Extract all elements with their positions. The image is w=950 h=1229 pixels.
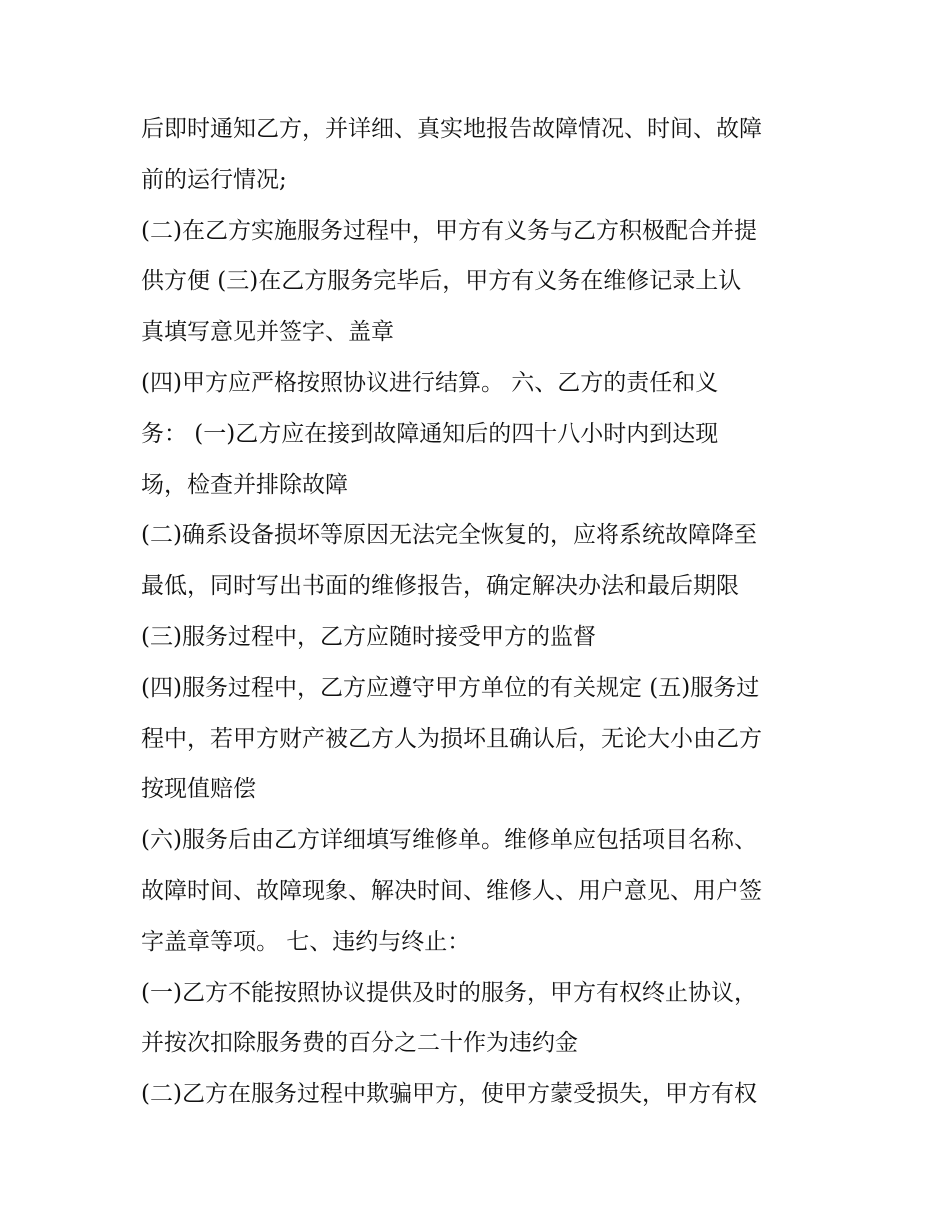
text-line: 程中，若甲方财产被乙方人为损坏且确认后，无论大小由乙方 bbox=[141, 725, 762, 752]
text-line: 并按次扣除服务费的百分之二十作为违约金 bbox=[141, 1030, 578, 1057]
text-line: 按现值赔偿 bbox=[141, 776, 256, 803]
text-line: 后即时通知乙方，并详细、真实地报告故障情况、时间、故障 bbox=[141, 116, 762, 142]
text-line: (四)服务过程中，乙方应遵守甲方单位的有关规定 (五)服务过 bbox=[141, 674, 760, 701]
text-line: 字盖章等项。 七、违约与终止： bbox=[141, 928, 471, 955]
text-line: 场，检查并排除故障 bbox=[141, 471, 348, 498]
text-line: 真填写意见并签字、盖章 bbox=[141, 319, 394, 346]
text-line: (六)服务后由乙方详细填写维修单。维修单应包括项目名称、 bbox=[141, 827, 757, 854]
text-line: 最低，同时写出书面的维修报告，确定解决办法和最后期限 bbox=[141, 573, 739, 600]
text-line: 前的运行情况; bbox=[141, 166, 287, 193]
text-line: 务： (一)乙方应在接到故障通知后的四十八小时内到达现 bbox=[141, 420, 719, 447]
text-line: 供方便 (三)在乙方服务完毕后，甲方有义务在维修记录上认 bbox=[141, 268, 742, 295]
text-line: (二)乙方在服务过程中欺骗甲方，使甲方蒙受损失，甲方有权 bbox=[141, 1081, 757, 1108]
text-line: (三)服务过程中，乙方应随时接受甲方的监督 bbox=[141, 623, 596, 650]
text-line: (一)乙方不能按照协议提供及时的服务，甲方有权终止协议， bbox=[141, 979, 757, 1006]
text-line: (二)确系设备损坏等原因无法完全恢复的，应将系统故障降至 bbox=[141, 522, 757, 549]
document-body bbox=[141, 104, 821, 1120]
text-line: 故障时间、故障现象、解决时间、维修人、用户意见、用户签 bbox=[141, 877, 762, 904]
text-line: (二)在乙方实施服务过程中，甲方有义务与乙方积极配合并提 bbox=[141, 217, 757, 244]
text-line: (四)甲方应严格按照协议进行结算。 六、乙方的责任和义 bbox=[141, 369, 719, 396]
